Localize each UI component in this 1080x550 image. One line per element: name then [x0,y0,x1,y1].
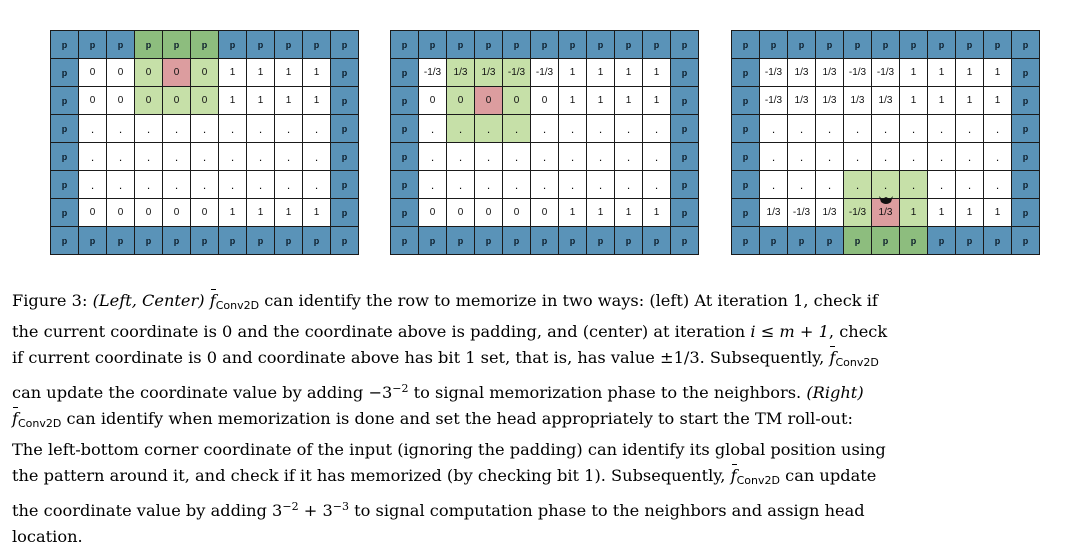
grid-cell: 1 [900,87,927,114]
grid-cell: 1 [956,59,983,86]
padding-cell: p [331,87,358,114]
grid-cell: 0 [79,87,106,114]
padding-cell: p [816,31,843,58]
grid-cell: . [447,171,474,198]
grid-cell: . [615,171,642,198]
grid-cell: . [587,115,614,142]
grid-cell: 1 [984,59,1011,86]
grid-cell: . [275,143,302,170]
grid-cell: 1/3 [844,87,871,114]
grid-cell: . [163,115,190,142]
figure-caption: Figure 3: (Left, Center) $f_{Conv2D}$ can identify the row to memorize in two ways: (left) At iteration 1, check if the current coordinate is 0 and the coordinate above is padding, and (center) at iteration i ≤ m + 1, check if current coordinate is 0 and coordinate above has bit 1 set, that is, has value ±1/3. Subsequently, $f_{Conv2D}$ can update the coordinate value by adding $-3^{-2}$ to signal memorization phase to the neighbors. (Right) $f_{Conv2D}$ can identify when memorization is done and set the head appropriately to start the TM roll-out: The left-bottom corner coordinate of the input (ignoring the padding) can identify its global position using the pattern around it, and check if it has memorized (by checking bit 1). Subsequently, $f_{Conv2D}$ can update the coordinate value by adding $3^{-2} + 3^{-3}$ to signal computation phase to the neighbors and assign head location. [12,288,1070,550]
grid-cell: 0 [503,87,530,114]
padding-cell: p [219,31,246,58]
padding-cell: p [872,31,899,58]
grid-cell: 1 [984,87,1011,114]
grid-cell: . [475,171,502,198]
padding-cell: p [671,31,698,58]
grid-cell: -1/3 [503,59,530,86]
padding-cell: p [1012,87,1039,114]
padding-cell: p [447,31,474,58]
grid-cell: 1 [275,199,302,226]
grid-cell: . [447,115,474,142]
padding-cell: p [732,199,759,226]
padding-cell: p [247,31,274,58]
grid-cell: 1 [587,87,614,114]
grid-cell: . [872,115,899,142]
grid-cell: . [928,143,955,170]
grid-cell: . [79,171,106,198]
grid-cell: 0 [163,59,190,86]
grid-cell: . [79,143,106,170]
grid-cell: . [303,143,330,170]
grid-cell: 0 [79,199,106,226]
grid-cell: 1/3 [475,59,502,86]
grid-cell: 0 [475,199,502,226]
grid-cell: 0 [503,199,530,226]
padding-cell: p [900,31,927,58]
grid-cell: . [303,115,330,142]
grid-cell: . [928,171,955,198]
grid-cell: . [844,115,871,142]
grid-cell: . [219,171,246,198]
padding-cell: p [928,31,955,58]
grid-cell: 0 [447,199,474,226]
padding-cell: p [732,115,759,142]
padding-cell: p [788,227,815,254]
grid-cell: 1 [247,199,274,226]
padding-cell: p [331,115,358,142]
grid-cell: . [503,171,530,198]
padding-cell: p [587,227,614,254]
grid-cell: -1/3 [788,199,815,226]
grid-cell: . [643,143,670,170]
padding-cell: p [247,227,274,254]
grid-cell: . [643,171,670,198]
grid-cell: 1 [587,199,614,226]
grid-cell: . [984,115,1011,142]
grid-cell: 0 [419,87,446,114]
grid-cell: . [191,171,218,198]
grid-cell: . [900,115,927,142]
grid-cell: . [275,115,302,142]
grid-cell: . [760,115,787,142]
padding-cell: p [531,31,558,58]
grid-cell: . [247,143,274,170]
padding-cell: p [956,227,983,254]
padding-cell: p [760,227,787,254]
padding-cell: p [872,227,899,254]
grid-cell: 1 [247,87,274,114]
padding-cell: p [163,31,190,58]
padding-cell: p [107,31,134,58]
grid-cell: 0 [135,87,162,114]
grid-cell: . [419,143,446,170]
grid-cell: 1/3 [760,199,787,226]
padding-cell: p [419,31,446,58]
grid-cell: . [503,115,530,142]
panel-right [731,30,1040,255]
padding-cell: p [475,31,502,58]
grid-cell: . [844,143,871,170]
padding-cell: p [671,59,698,86]
padding-cell: p [559,31,586,58]
padding-cell: p [559,227,586,254]
padding-cell: p [275,31,302,58]
padding-cell: p [303,227,330,254]
grid-cell: 0 [419,199,446,226]
padding-cell: p [51,59,78,86]
padding-cell: p [135,227,162,254]
padding-cell: p [391,87,418,114]
grid-cell: 1 [303,87,330,114]
grid-cell: . [788,171,815,198]
padding-cell: p [447,227,474,254]
grid-cell: . [531,143,558,170]
grid-cell: . [247,171,274,198]
padding-cell: p [900,227,927,254]
padding-cell: p [1012,227,1039,254]
padding-cell: p [331,171,358,198]
padding-cell: p [732,87,759,114]
grid-cell: . [816,143,843,170]
padding-cell: p [844,31,871,58]
padding-cell: p [51,171,78,198]
grid-cell: . [956,171,983,198]
grid-cell: 1 [984,199,1011,226]
padding-cell: p [51,115,78,142]
padding-cell: p [1012,143,1039,170]
grid-cell: . [531,115,558,142]
grid-cell: 0 [135,199,162,226]
padding-cell: p [671,171,698,198]
grid-cell: 1 [956,87,983,114]
grid-cell: . [615,143,642,170]
grid-cell: . [587,143,614,170]
padding-cell: p [51,199,78,226]
grid-cell: . [303,171,330,198]
grid-cell: 0 [107,59,134,86]
grid-cell: 1 [275,87,302,114]
padding-cell: p [615,31,642,58]
padding-cell: p [615,227,642,254]
left-center-label: (Left, Center) [92,291,205,310]
padding-cell: p [331,59,358,86]
grid-cell: 1 [928,199,955,226]
grid-cell: 1 [219,199,246,226]
padding-cell: p [732,171,759,198]
padding-cell: p [419,227,446,254]
grid-cell: . [900,171,927,198]
grid-cell: . [219,143,246,170]
padding-cell: p [331,227,358,254]
grid-cell: . [191,115,218,142]
grid-cell: . [788,115,815,142]
padding-cell: p [303,31,330,58]
padding-cell: p [51,227,78,254]
grid-cell: . [107,143,134,170]
padding-cell: p [331,199,358,226]
padding-cell: p [191,227,218,254]
grid-cell: 1 [587,59,614,86]
grid-cell: . [559,115,586,142]
grid-cell: 1 [615,59,642,86]
grid-cell: 1/3 [788,59,815,86]
grid-cell: -1/3 [872,59,899,86]
grid-cell: . [900,143,927,170]
padding-cell: p [391,227,418,254]
grid-cell: . [984,143,1011,170]
grid-cell: . [135,171,162,198]
grid-cell: . [475,115,502,142]
grid-cell: -1/3 [531,59,558,86]
grid-cell: . [984,171,1011,198]
grid-cell: . [275,171,302,198]
grid-cell: -1/3 [844,59,871,86]
grid-cell: 1 [559,59,586,86]
grid-cell: 1 [615,87,642,114]
padding-cell: p [760,31,787,58]
grid-cell: . [135,115,162,142]
padding-cell: p [331,31,358,58]
grid-cell: 1 [303,199,330,226]
padding-cell: p [51,143,78,170]
grid-cell: 1 [275,59,302,86]
grid-cell: . [191,143,218,170]
grid-cell: 1/3 [816,199,843,226]
figure-label: Figure 3: [12,291,88,310]
grid-cell: 1/3 [816,59,843,86]
grid-cell: 1/3 [872,199,899,226]
grid-cell: 1 [900,199,927,226]
padding-cell: p [984,227,1011,254]
padding-cell: p [732,227,759,254]
grid-cell: . [79,115,106,142]
grid-cell: -1/3 [760,59,787,86]
right-label: (Right) [806,383,864,402]
grid-cell: . [760,171,787,198]
grid-cell: . [247,115,274,142]
grid-cell: 1 [956,199,983,226]
grid-cell: 0 [163,87,190,114]
padding-cell: p [135,31,162,58]
padding-cell: p [671,115,698,142]
padding-cell: p [391,199,418,226]
grid-cell: . [816,171,843,198]
padding-cell: p [928,227,955,254]
padding-cell: p [844,227,871,254]
grid-cell: . [559,171,586,198]
padding-cell: p [51,87,78,114]
padding-cell: p [732,31,759,58]
padding-cell: p [984,31,1011,58]
padding-cell: p [732,59,759,86]
grid-cell: . [816,115,843,142]
grid-cell: . [872,171,899,198]
grid-cell: 1 [303,59,330,86]
padding-cell: p [503,227,530,254]
grid-cell: . [503,143,530,170]
grid-cell: 1/3 [816,87,843,114]
grid-cell: 1 [219,59,246,86]
grid-cell: 1/3 [788,87,815,114]
grid-cell: 1 [928,87,955,114]
grid-cell: 1 [615,199,642,226]
grid-cell: . [643,115,670,142]
grid-cell: 0 [191,199,218,226]
grid-cell: . [587,171,614,198]
tm-head-icon [878,196,894,206]
grid-cell: . [447,143,474,170]
padding-cell: p [1012,171,1039,198]
grid-cell: 0 [79,59,106,86]
padding-cell: p [107,227,134,254]
grid-cell: . [107,115,134,142]
padding-cell: p [816,227,843,254]
grid-cell: 1 [559,87,586,114]
padding-cell: p [643,227,670,254]
grid-cell: 0 [475,87,502,114]
grid-cell: 1 [643,87,670,114]
grid-cell: . [219,115,246,142]
padding-cell: p [475,227,502,254]
grid-cell: 1 [247,59,274,86]
grid-cell: 1 [219,87,246,114]
padding-cell: p [191,31,218,58]
padding-cell: p [79,227,106,254]
padding-cell: p [1012,59,1039,86]
grid-cell: . [107,171,134,198]
padding-cell: p [79,31,106,58]
padding-cell: p [671,87,698,114]
padding-cell: p [331,143,358,170]
grid-cell: . [788,143,815,170]
padding-cell: p [643,31,670,58]
panel-left [50,30,359,255]
grid-cell: 1/3 [447,59,474,86]
padding-cell: p [732,143,759,170]
padding-cell: p [671,199,698,226]
grid-cell: 0 [531,87,558,114]
padding-cell: p [1012,31,1039,58]
grid-cell: 0 [107,199,134,226]
padding-cell: p [163,227,190,254]
grid-cell: 0 [191,59,218,86]
grid-cell: . [531,171,558,198]
grid-cell: . [928,115,955,142]
grid-cell: . [872,143,899,170]
padding-cell: p [531,227,558,254]
grid-cell: . [475,143,502,170]
grid-cell: -1/3 [844,199,871,226]
padding-cell: p [391,171,418,198]
grid-cell: 1 [559,199,586,226]
grid-cell: 1/3 [872,87,899,114]
padding-cell: p [51,31,78,58]
grid-cell: . [956,143,983,170]
grid-cell: -1/3 [419,59,446,86]
grid-cell: 1 [643,59,670,86]
grid-cell: . [163,171,190,198]
padding-cell: p [391,143,418,170]
grid-cell: . [844,171,871,198]
padding-cell: p [391,31,418,58]
padding-cell: p [671,227,698,254]
grid-cell: 0 [135,59,162,86]
grid-cell: 1 [643,199,670,226]
padding-cell: p [219,227,246,254]
padding-cell: p [391,115,418,142]
grid-cell: -1/3 [760,87,787,114]
grid-cell: 1 [900,59,927,86]
grid-cell: . [559,143,586,170]
grid-cell: 0 [163,199,190,226]
padding-cell: p [275,227,302,254]
padding-cell: p [1012,115,1039,142]
grid-cell: . [615,115,642,142]
grid-cell: 0 [447,87,474,114]
padding-cell: p [503,31,530,58]
grid-cell: 0 [531,199,558,226]
padding-cell: p [788,31,815,58]
padding-cell: p [671,143,698,170]
padding-cell: p [956,31,983,58]
f-conv2d-symbol: f [210,288,216,314]
grid-cell: . [163,143,190,170]
grid-cell: . [956,115,983,142]
grid-cell: . [135,143,162,170]
padding-cell: p [587,31,614,58]
grid-cell: 1 [928,59,955,86]
grid-cell: . [419,115,446,142]
padding-cell: p [1012,199,1039,226]
grid-cell: . [419,171,446,198]
grid-cell: 0 [191,87,218,114]
grid-cell: . [760,143,787,170]
grid-cell: 0 [107,87,134,114]
panel-center [390,30,699,255]
padding-cell: p [391,59,418,86]
